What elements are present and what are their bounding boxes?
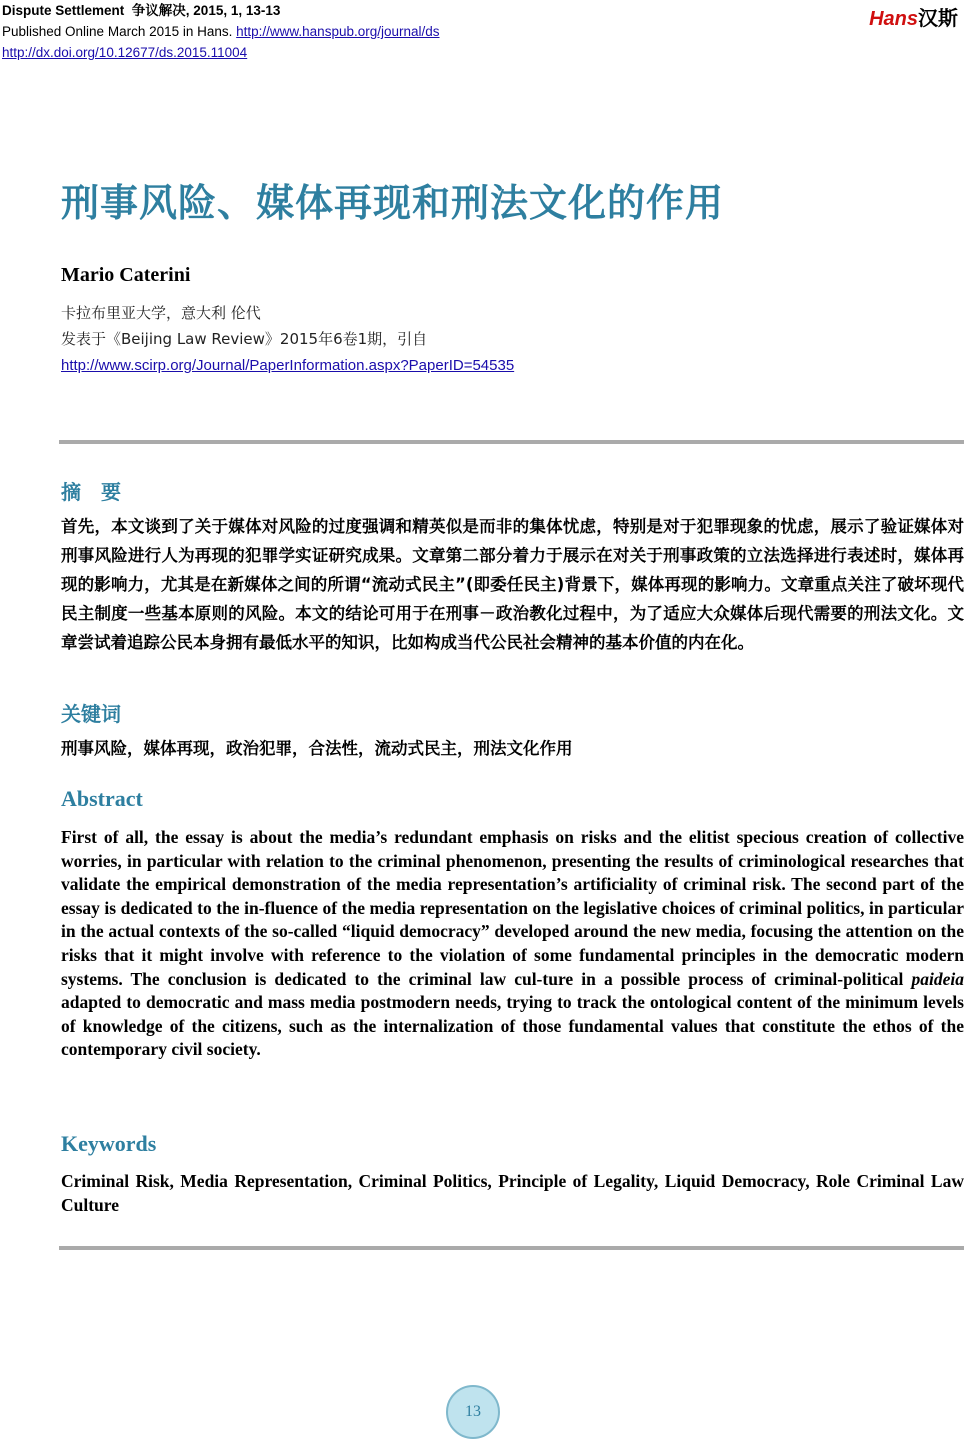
affiliation: 卡拉布里亚大学，意大利 伦代	[61, 304, 261, 322]
keywords-en: Criminal Risk, Media Representation, Criminal Politics, Principle of Legality, Liquid Democracy, Role Criminal Law Culture	[61, 1171, 964, 1215]
paper-title: 刑事风险、媒体再现和刑法文化的作用	[61, 181, 725, 225]
published-text: Published Online March 2015 in Hans.	[2, 24, 237, 39]
doi-link[interactable]: http://dx.doi.org/10.12677/ds.2015.11004	[2, 45, 248, 60]
journal-name: Dispute Settlement	[2, 3, 125, 18]
journal-link[interactable]: http://www.hanspub.org/journal/ds	[236, 24, 440, 39]
affiliation-block	[61, 300, 514, 379]
keywords-cn: 刑事风险，媒体再现，政治犯罪，合法性，流动式民主，刑法文化作用	[61, 739, 573, 758]
page-number: 13	[446, 1385, 500, 1439]
abstract-cn-heading: 摘 要	[61, 480, 121, 504]
abstract-cn: 首先，本文谈到了关于媒体对风险的过度强调和精英似是而非的集体忧虑，特别是对于犯罪现象的忧虑，展示了验证媒体对刑事风险进行人为再现的犯罪学实证研究成果。文章第二部分着力于展示在对关于刑事政策的立法选择进行表述时，媒体再现的影响力，尤其是在新媒体之间的所谓“流动式民主”(即委任民主)背景下，媒体再现的影响力。文章重点关注了破坏现代民主制度一些基本原则的风险。本文的结论可用于在刑事－政治教化过程中，为了适应大众媒体后现代需要的刑法文化。文章尝试着追踪公民本身拥有最低水平的知识，比如构成当代公民社会精神的基本价值的内在化。	[61, 517, 964, 652]
keywords-en-heading: Keywords	[61, 1131, 157, 1156]
author: Mario Caterini	[61, 264, 191, 286]
journal-citation: 争议解决, 2015, 1, 13-13	[131, 3, 281, 18]
keywords-cn-heading: 关键词	[61, 702, 121, 726]
running-header	[2, 0, 440, 63]
abstract-en-italic: paideia	[911, 968, 964, 989]
source: 发表于《Beijing Law Review》2015年6卷1期，引自	[61, 330, 428, 348]
abstract-en-heading: Abstract	[61, 786, 143, 811]
source-link[interactable]: http://www.scirp.org/Journal/PaperInformation.aspx?PaperID=54535	[61, 357, 515, 374]
divider	[59, 440, 964, 444]
divider	[59, 1246, 964, 1250]
abstract-en: First of all, the essay is about the media’s redundant emphasis on risks and the elitist specious creation of collective worries, in particular with relation to the criminal phenomenon, presenting the results of criminological researches that validate the empirical demonstration of the media representation’s artificiality of criminal risk. The second part of the essay is dedicated to the in-fluence of the media representation on the legislative choices of criminal politics, in particular in the actual contexts of the so-called “liquid democracy” developed around the new media, focusing the attention on the risks that it might involve with reference to the violation of some fundamental principles in the democratic modern systems. The conclusion is dedicated to the criminal law cul-ture in a possible process of criminal-political paideia adapted to democratic and mass media postmodern needs, trying to track the ontological content of the minimum levels of knowledge of the citizens, such as the internalization of those fundamental values that constitute the ethos of the contemporary civil society.	[61, 827, 964, 1060]
hans-logo: Hans汉斯	[869, 8, 958, 30]
